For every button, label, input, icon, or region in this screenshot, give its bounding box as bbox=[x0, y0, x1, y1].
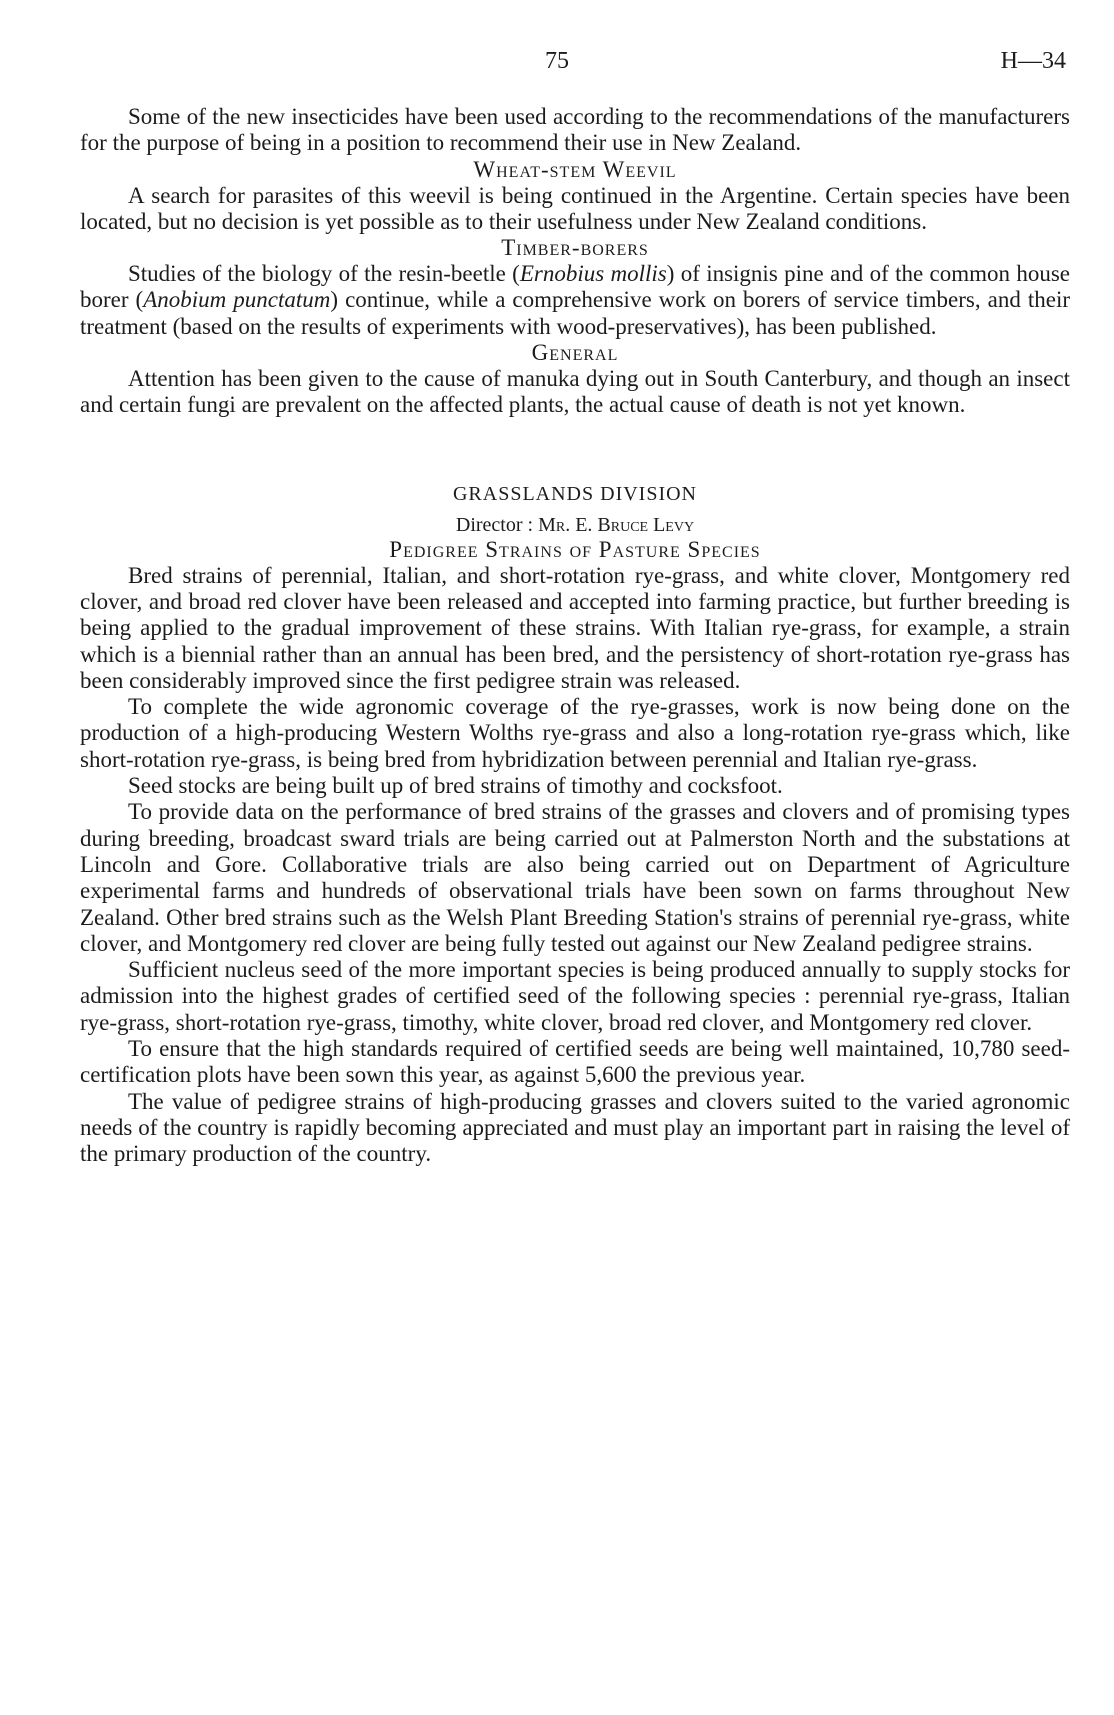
page-number: 75 bbox=[545, 48, 569, 74]
timber-text-2: ) of insignis pine and of the common house borer ( bbox=[80, 261, 1070, 313]
page-header bbox=[0, 42, 1114, 82]
section-heading-wheat-stem-weevil: Wheat-stem Weevil bbox=[473, 156, 677, 182]
page-content bbox=[80, 104, 1070, 1168]
grasslands-paragraph: Seed stocks are being built up of bred strains of timothy and cocksfoot. bbox=[128, 773, 783, 799]
division-title: GRASSLANDS DIVISION bbox=[452, 482, 698, 505]
section-heading-timber-borers: Timber-borers bbox=[501, 235, 649, 261]
grasslands-paragraph: Bred strains of perennial, Italian, and short-rotation rye-grass, and white clover, Montgomery red clover, and broad red clover have been released and accepted into farming practice, but further breeding is being applied to the gradual improvement of these strains. With Italian rye-grass, for example, a strain which is a biennial rather than an annual has been bred, and the persistency of short-rotation rye-grass has been considerably improved since the first pedigree strain was released. bbox=[80, 562, 1070, 693]
grasslands-paragraph: The value of pedigree strains of high-producing grasses and clovers suited to the varied agronomic needs of the country is rapidly becoming appreciated and must play an important part in raising the level of the primary production of the country. bbox=[80, 1088, 1070, 1167]
grasslands-paragraph: To ensure that the high standards required of certified seeds are being well maintained, 10,780 seed-certification plots have been sown this year, as against 5,600 the previous year. bbox=[80, 1036, 1070, 1088]
section-heading-pedigree-strains: Pedigree Strains of Pasture Species bbox=[389, 536, 761, 562]
grasslands-paragraph: To complete the wide agronomic coverage of the rye-grasses, work is now being done on the production of a high-producing Western Wolths rye-grass and also a long-rotation rye-grass which, like short-rotation rye-grass, is being bred from hybridization between perennial and Italian rye-grass. bbox=[80, 694, 1070, 772]
section-heading-general: General bbox=[531, 340, 619, 366]
timber-text-1: Studies of the biology of the resin-beetle ( bbox=[128, 261, 520, 287]
species-name-ernobius: Ernobius mollis bbox=[519, 261, 667, 287]
general-paragraph: Attention has been given to the cause of manuka dying out in South Canterbury, and though an insect and certain fungi are prevalent on the affected plants, the actual cause of death is not yet known. bbox=[80, 366, 1070, 418]
grasslands-paragraph: Sufficient nucleus seed of the more important species is being produced annually to supply stocks for admission into the highest grades of certified seed of the following species : perennial rye-grass, Italian rye-grass, short-rotation rye-grass, timothy, white clover, broad red clover, and Montgomery red clover. bbox=[80, 957, 1070, 1035]
document-reference: H—34 bbox=[1000, 48, 1066, 74]
director-line bbox=[80, 514, 1070, 537]
timber-borers-paragraph bbox=[80, 261, 1070, 340]
grasslands-paragraph: To provide data on the performance of bred strains of the grasses and clovers and of promising types during breeding, broadcast sward trials are being carried out at Palmerston North and the substations at Lincoln and Gore. Collaborative trials are also being carried out on Department of Agriculture experimental farms and hundreds of observational trials have been sown on farms throughout New Zealand. Other bred strains such as the Welsh Plant Breeding Station's strains of perennial rye-grass, white clover, and Montgomery red clover are being fully tested out against our New Zealand pedigree strains. bbox=[80, 799, 1070, 956]
wheat-stem-weevil-paragraph: A search for parasites of this weevil is being continued in the Argentine. Certain species have been located, but no decision is yet possible as to their usefulness under New Zealand conditions. bbox=[80, 182, 1070, 234]
director-name: Mr. E. Bruce Levy bbox=[538, 513, 695, 536]
director-label: Director : bbox=[455, 513, 534, 536]
intro-paragraph: Some of the new insecticides have been used according to the recommendations of the manufacturers for the purpose of being in a position to recommend their use in New Zealand. bbox=[80, 104, 1070, 156]
timber-text-3: ) continue, while a comprehensive work on borers of service timbers, and their treatment (based on the results of experiments with wood-preservatives), has been published. bbox=[80, 287, 1071, 339]
species-name-anobium: Anobium punctatum bbox=[143, 287, 331, 313]
